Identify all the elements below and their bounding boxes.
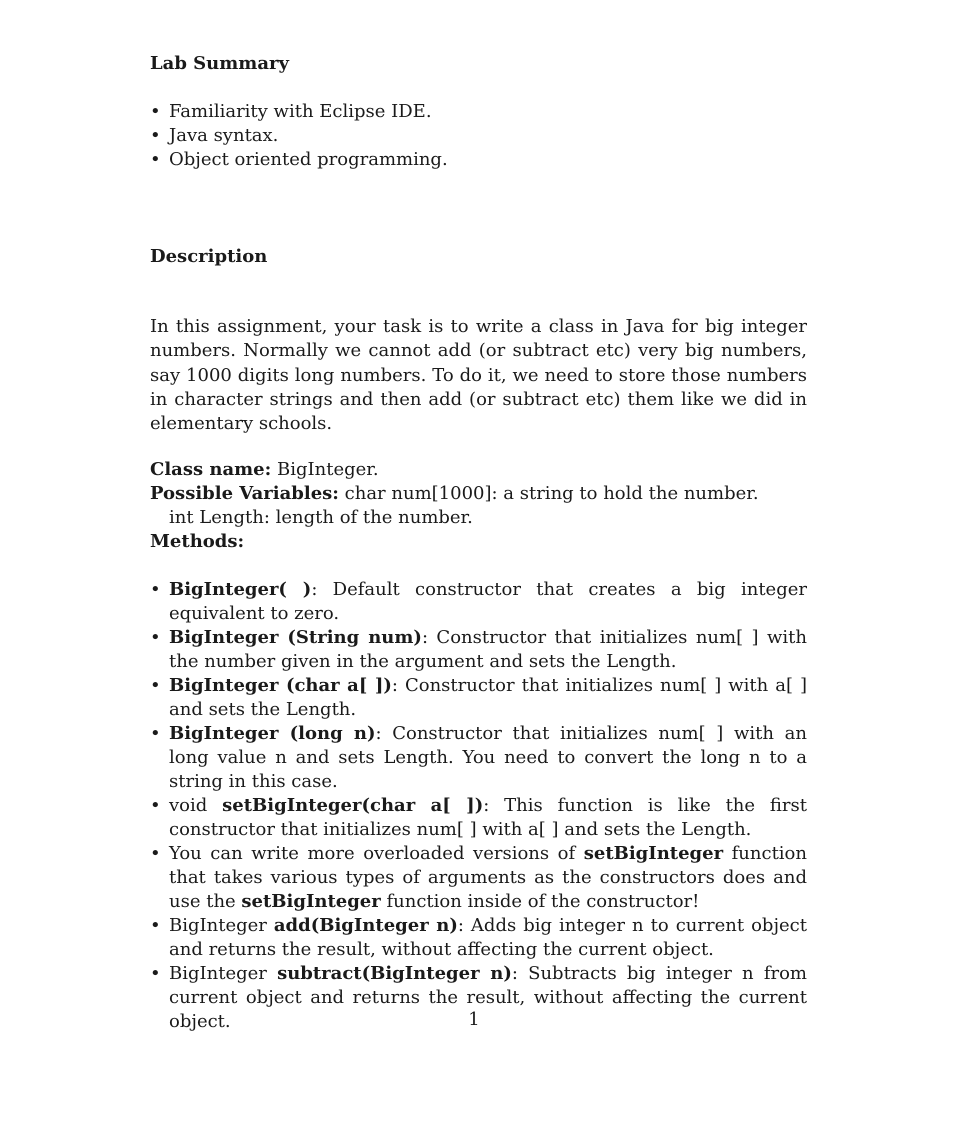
description-paragraph: In this assignment, your task is to write a class in Java for big integer numbers. Normally we cannot add (or subtract etc) very big numbers, say 1000 digits long numbers. To do it, we need to store those numbers in character strings and then add (or subtract etc) them like we did in elementary schools. xyxy=(150,316,807,435)
bullet-icon: • xyxy=(150,843,161,865)
document-page xyxy=(150,52,807,1034)
method-signature: subtract(BigInteger n) xyxy=(277,963,512,985)
bullet-icon: • xyxy=(150,795,161,817)
method-item: • BigInteger (long n): Constructor that initializes num[ ] with an long value n and sets Length. You need to convert the long n to a string in this case. xyxy=(150,723,807,793)
description-heading: Description xyxy=(150,246,268,267)
bullet-icon: • xyxy=(150,149,161,170)
page-number: 1 xyxy=(468,1009,480,1030)
method-signature: BigInteger (char a[ ]) xyxy=(169,675,392,697)
method-item: • void setBigInteger(char a[ ]): This function is like the first constructor that initializes num[ ] with a[ ] and sets the Length. xyxy=(150,795,807,841)
variables-line-2: int Length: length of the number. xyxy=(169,507,473,529)
lab-summary-list xyxy=(150,100,807,172)
variables-value: char num[1000]: a string to hold the number. xyxy=(344,483,759,505)
bullet-icon: • xyxy=(150,915,161,937)
bullet-icon: • xyxy=(150,723,161,745)
list-item: • Java syntax. xyxy=(150,125,279,146)
list-item: • Object oriented programming. xyxy=(150,149,448,170)
method-signature: BigInteger (long n) xyxy=(169,723,376,745)
class-name-value: BigInteger. xyxy=(277,459,379,481)
method-signature: setBigInteger xyxy=(583,843,724,865)
bullet-icon: • xyxy=(150,675,161,697)
method-signature: setBigInteger xyxy=(241,891,381,913)
class-info xyxy=(150,458,807,554)
bullet-icon: • xyxy=(150,627,161,649)
method-item: • BigInteger subtract(BigInteger n): Subtracts big integer n from current object and returns the result, without affecting the current object. xyxy=(150,963,807,1033)
variables-label: Possible Variables: xyxy=(150,483,339,505)
class-name-line xyxy=(150,458,807,482)
method-item: • BigInteger( ): Default constructor that creates a big integer equivalent to zero. xyxy=(150,579,807,625)
method-signature: BigInteger( ) xyxy=(169,579,312,601)
class-name-label: Class name: xyxy=(150,459,272,481)
method-item: • BigInteger (String num): Constructor that initializes num[ ] with the number given in the argument and sets the Length. xyxy=(150,627,807,673)
list-item: • Familiarity with Eclipse IDE. xyxy=(150,101,432,122)
bullet-icon: • xyxy=(150,125,161,146)
lab-summary-heading: Lab Summary xyxy=(150,53,289,74)
methods-list xyxy=(150,578,807,1034)
methods-label: Methods: xyxy=(150,531,245,553)
bullet-icon: • xyxy=(150,101,161,122)
method-signature: setBigInteger(char a[ ]) xyxy=(222,795,484,817)
variables-line xyxy=(150,482,807,506)
bullet-icon: • xyxy=(150,963,161,985)
method-item: • You can write more overloaded versions of setBigInteger function that takes various types of arguments as the constructors does and use the setBigInteger function inside of the constructor! xyxy=(150,843,807,913)
methods-label-line xyxy=(150,530,807,554)
bullet-icon: • xyxy=(150,579,161,601)
method-item: • BigInteger add(BigInteger n): Adds big integer n to current object and returns the result, without affecting the current object. xyxy=(150,915,807,961)
method-item: • BigInteger (char a[ ]): Constructor that initializes num[ ] with a[ ] and sets the Length. xyxy=(150,675,807,721)
method-signature: BigInteger (String num) xyxy=(169,627,422,649)
method-signature: add(BigInteger n) xyxy=(273,915,458,937)
